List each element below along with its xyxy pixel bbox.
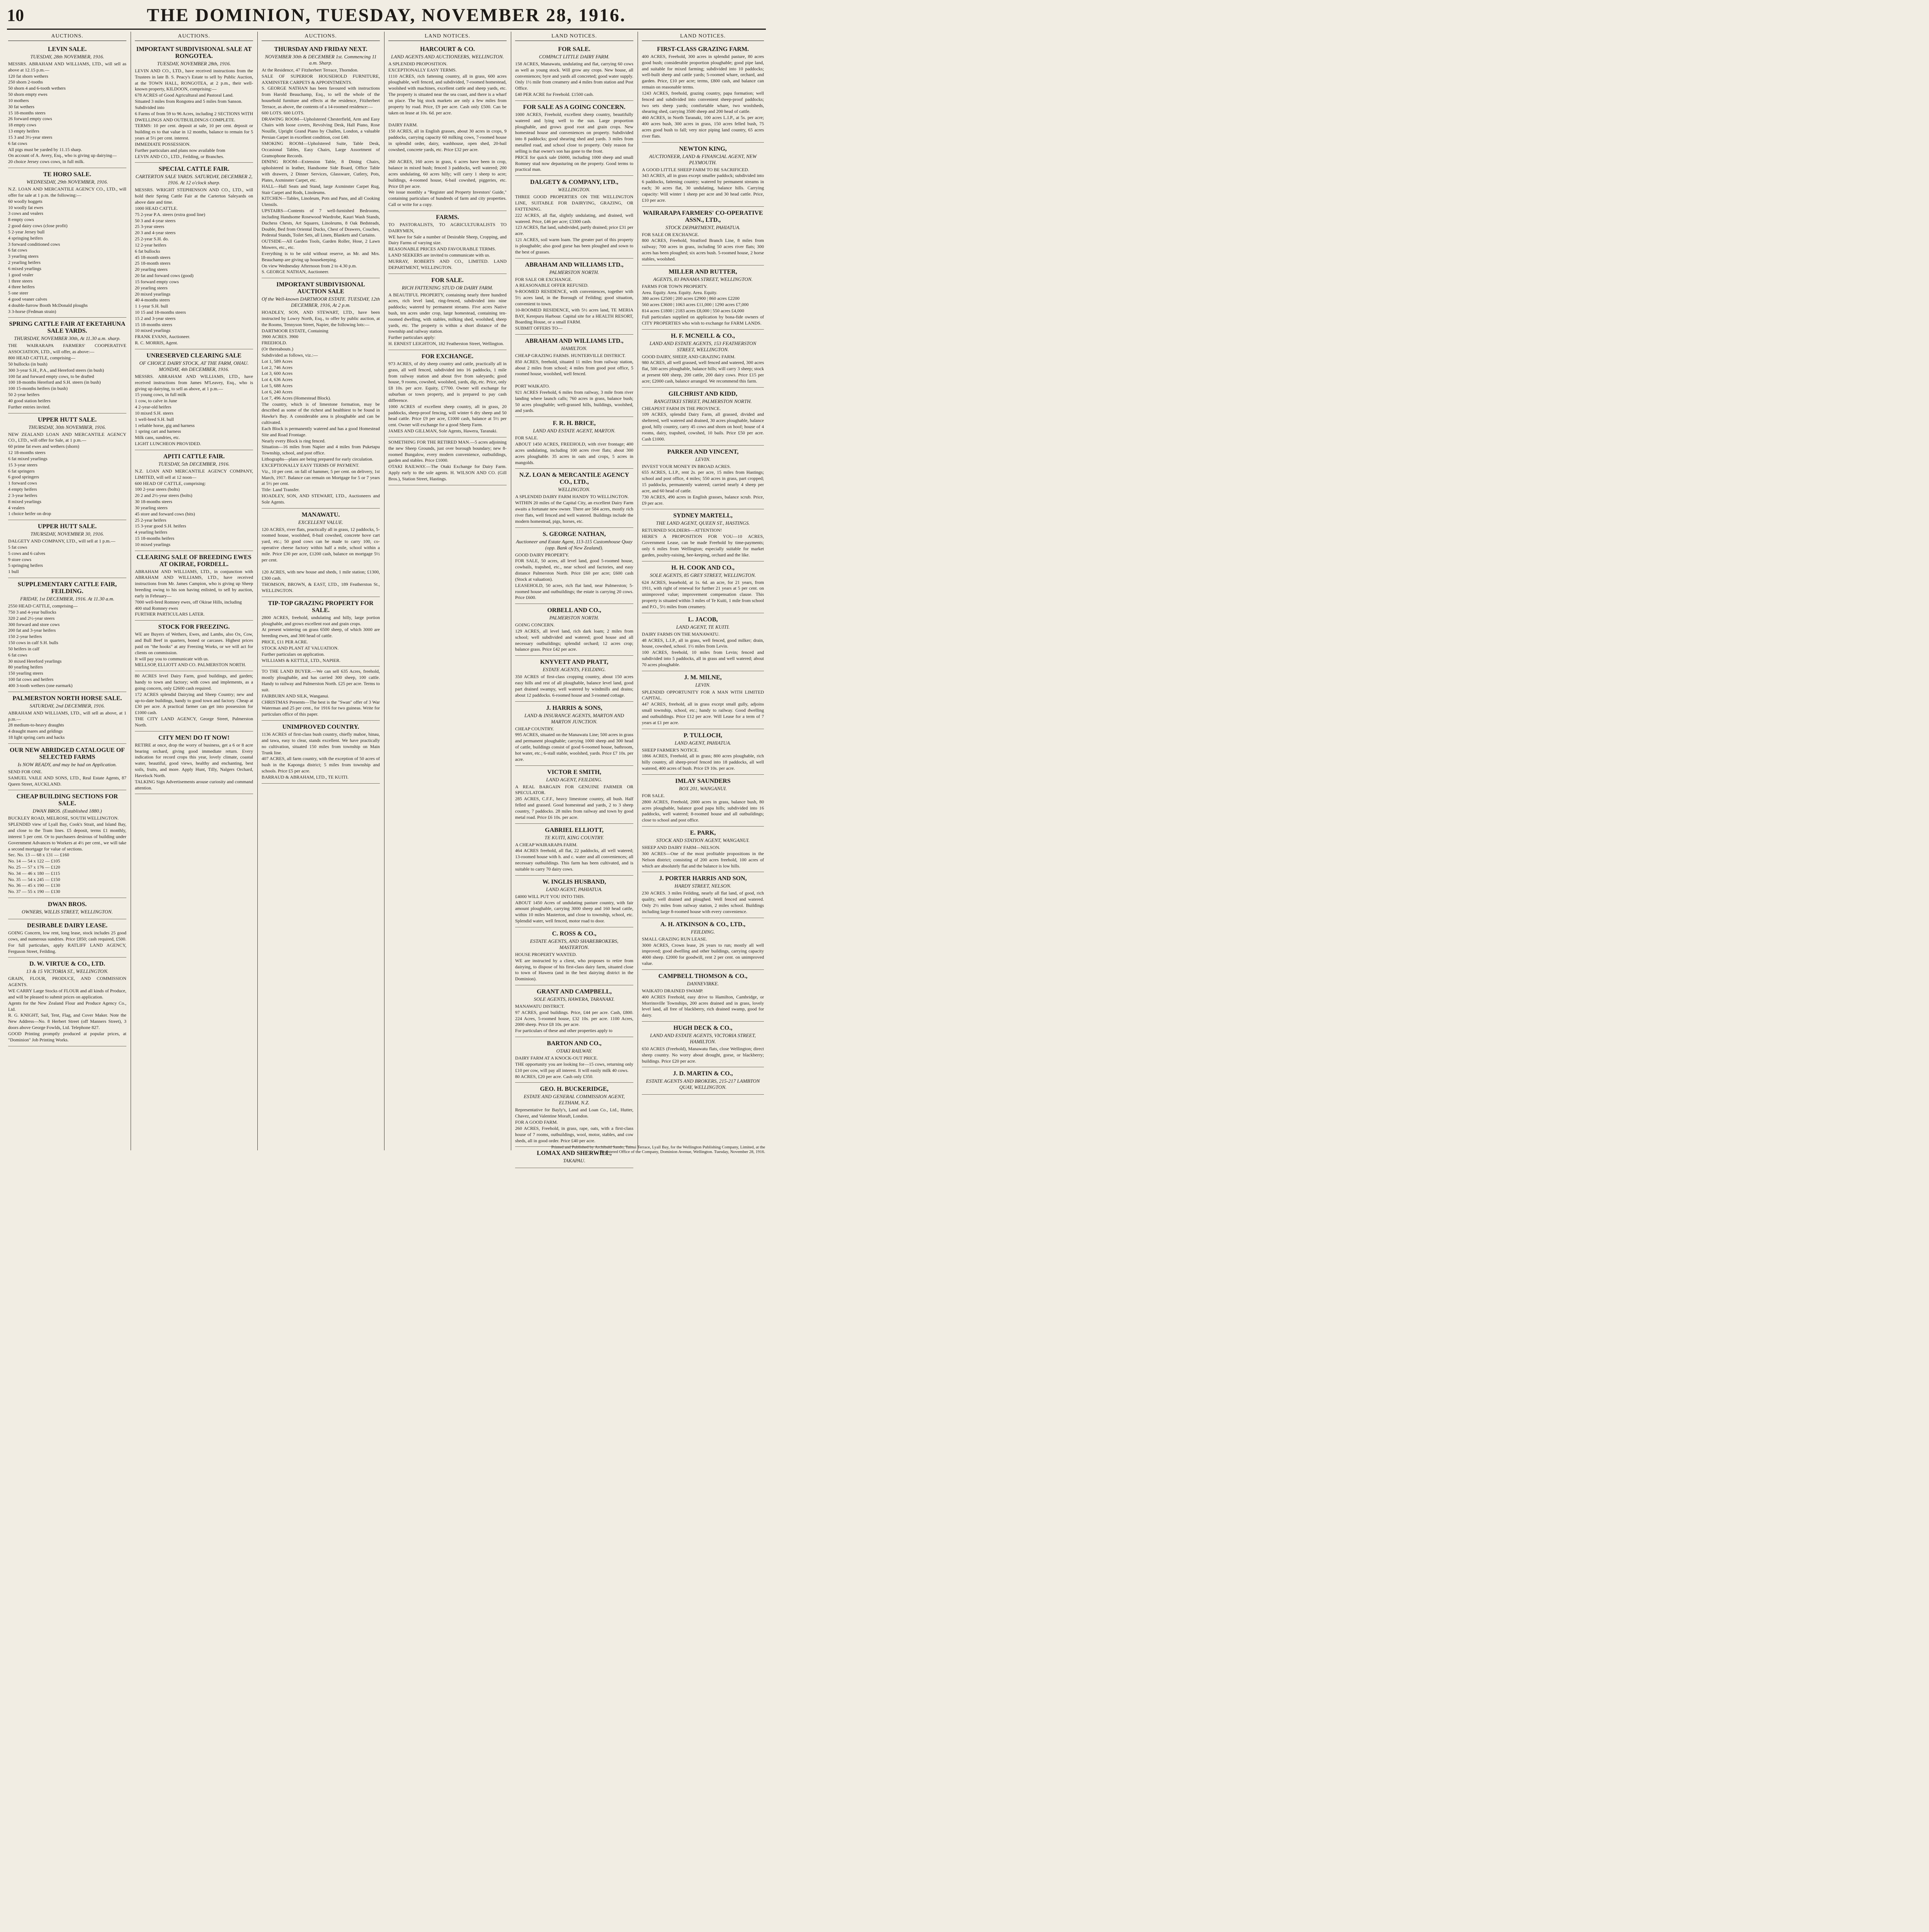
advertisement-heading: THURSDAY AND FRIDAY NEXT. [274,46,367,53]
advertisement-body: GOOD DAIRY, SHEEP, AND GRAZING FARM. 980 ACRES, all well grassed, well fenced and watered, 300 acres flat, 500 acres ploughable, balance hills; will carry 3 sheep; stock at present 600 sheep, 200 cattle, 200 dairy cows. Price £15 per acre; £2000 cash, balance arranged. We recommend this farm. [642,354,764,384]
advertisement-subheading: Auctioneer and Estate Agent, 113-115 Customhouse Quay (opp. Bank of New Zealand). [516,538,633,551]
advertisement-subheading: TAKAPAU. [563,1158,585,1164]
advertisement-heading: F. R. H. BRICE, [553,420,596,427]
advertisement [515,259,633,335]
advertisement-body: WAIKATO DRAINED SWAMP. 400 ACRES Freehold, easy drive to Hamilton, Cambridge, or Morrinsville Townships, 200 acres drained and in grass, lovely level land, all free of blackberry, rich drained swamp, good for dairy. [642,988,764,1018]
advertisement-heading: IMPORTANT SUBDIVISIONAL SALE AT RONGOTEA. [136,46,252,60]
advertisement-body: A CHEAP WAIRARAPA FARM. 464 ACRES freehold, all flat, 22 paddocks, all well watered; 13-roomed house with h. and c. water and all conveniences; all necessary outbuildings. This farm has been cultivated, and is suitable to carry 70 dairy cows. [515,842,633,872]
advertisement-body: HOUSE PROPERTY WANTED. WE are instructed by a client, who proposes to retire from dairying, to dispose of his first-class dairy farm, situated close to town of Hawera (and in the best dairying district in the Dominion). [515,951,633,982]
advertisement-heading: FARMS. [436,214,459,221]
advertisement-subheading: TUESDAY, 5th DECEMBER, 1916. [158,461,230,467]
advertisement-body: 1136 ACRES of first-class bush country, chiefly mahoe, hinau, and tawa, easy to clear, stands excellent. We have practically no cultivation, situated 150 miles from township on Main Trunk line. 407 ACRES, all farm country, with the exception of 50 acres of bush in the Kaponga district; 5 miles from township and schools. Price £5 per acre. BARRAUD & ABRAHAM, LTD., TE KUITI. [262,731,380,780]
advertisement-body: 120 ACRES, river flats, practically all in grass, 12 paddocks, 5-roomed house, woolshed, 8-bail cowshed, concrete hove cart yard, etc.; 50 good cows can be made to carry 100, co-operative cheese factory within half a mile, school within a mile. Price £30 per acre, £1200 cash, balance on mortgage 5½ per cent. 120 ACRES, with new house and sheds, 1 mile station; £1300, £300 cash. THOMSON, BROWN, & EAST, LTD., 189 Featherston St., WELLINGTON. [262,526,380,593]
advertisement-subheading: TUESDAY, 28th NOVEMBER, 1916. [30,54,104,60]
advertisement-body: £4000 WILL PUT YOU INTO THIS. ABOUT 1450 Acres of undulating pasture country, with fair amount ploughable, carrying 3000 sheep and 160 head cattle, within 10 miles Masterton, and close to township, school, etc. Splendid water, well fenced, motor road to door. [515,893,633,924]
advertisement-body: 400 ACRES, Freehold, 300 acres in splendid pasture, 80 acres good bush; considerable proportion ploughable; good pipe land, and suitable for mixed farming; subdivided into 10 paddocks; well-built sheep and cattle yards; 5-roomed whare, orchard, and garden. Price, £10 per acre; terms, £800 cash, and balance can remain on reasonable terms. 1243 ACRES, freehold, grazing country, papa formation; well fenced and subdivided into convenient sheep-proof paddocks; two sets sheep yards; comfortable whare, two woolsheds, shearing shed, carrying 3500 sheep and 200 head of cattle. 460 ACRES, in North Taranaki, 100 acres L.I.P., at 5s. per acre; 400 acres bush, 300 acres in grass, 150 acres felled bush, 75 acres good bush to fall; very nice piping land country, 65 acres river flats. [642,54,764,139]
advertisement [642,446,764,510]
advertisement-heading: H. H. COOK AND CO., [671,564,735,571]
advertisement-heading: UNRESERVED CLEARING SALE [146,352,242,359]
advertisement [642,827,764,872]
advertisement-subheading: STOCK DEPARTMENT, PAHIATUA. [665,224,740,230]
advertisement-subheading: LAND AND ESTATE AGENT, MARTON. [533,428,616,434]
advertisement [642,729,764,775]
advertisement-heading: N.Z. LOAN & MERCANTILE AGENCY CO., LTD., [519,472,629,486]
advertisement-heading: GEO. H. BUCKERIDGE, [540,1086,609,1093]
advertisement-subheading: PALMERSTON NORTH. [549,269,599,275]
advertisement-subheading: EXCELLENT VALUE. [298,519,344,525]
advertisement-body: TO THE LAND BUYER.—We can sell 635 Acres, freehold, mostly ploughable, and has carried 300 sheep, 100 cattle. Handy to railway and Palmerston North. £25 per acre. Terms to suit. FAIRBURN AND SILK, Wanganui. CHRISTMAS Presents—The best is the "Swan" offer of 3 War Waterman and 25 per cent., for 1916 for two guineas. Write for particulars office of this paper. [262,668,380,717]
advertisement [642,1022,764,1067]
advertisement-subheading: WELLINGTON. [558,486,590,493]
advertisement-subheading: DANNEVIRKE. [687,980,719,986]
advertisement-body: N.Z. LOAN AND MERCANTILE AGENCY COMPANY, LIMITED, will sell at 12 noon— 600 HEAD OF CATTLE, comprising: 100 2-year steers (bolts) 20 2 and 2½-year steers (bolts) 30 18-months steers 30 yearling steers 45 store and forward cows (bits) 25 2-year heifers 15 3-year good S.H. heifers 4 yearling heifers 15 18-months heifers 10 mixed yearlings [135,468,253,547]
column-heading: AUCTIONS. [8,32,126,41]
printer-imprint: Printed and Published by Archibald Sando, Tainui Terrace, Lyall Bay, for the Wellington Publishing Company, Limited, at the Registered Office of the Company, Dominion Avenue, Wellington. Tuesday, November 28, 1916. [551,1145,765,1154]
advertisement-heading: UPPER HUTT SALE. [37,416,97,423]
advertisement-subheading: STOCK AND STATION AGENT, WANGANUI. [656,837,750,844]
advertisement-heading: FOR SALE AS A GOING CONCERN. [523,104,626,111]
advertisement [515,927,633,985]
advertisement [515,876,633,927]
advertisement [8,413,126,520]
advertisement-heading: SUPPLEMENTARY CATTLE FAIR, FEILDING. [17,581,117,595]
advertisement-heading: FOR EXCHANGE. [421,353,474,360]
advertisement [8,318,126,413]
advertisement-subheading: FRIDAY, 1st DECEMBER, 1916. At 11.30 a.m. [20,596,114,602]
advertisement-subheading: OWNERS, WILLIS STREET, WELLINGTON. [22,909,113,915]
advertisement-heading: NEWTON KING, [679,145,727,152]
advertisement-body: 158 ACRES, Manawatu, undulating and flat, carrying 60 cows as well as young stock. Will grow any crops. New house, all conveniences; byre and yards all concreted; good water supply. Only 1½ mile from creamery and 4 miles from station and Post Office. £40 PER ACRE for Freehold. £1500 cash. [515,61,633,97]
advertisement [642,1067,764,1095]
column-5 [512,32,636,1164]
advertisement-heading: H. F. MCNEILL & CO., [671,332,735,339]
advertisement-heading: J. D. MARTIN & CO., [673,1070,733,1077]
advertisement-heading: GRANT AND CAMPBELL, [537,988,612,995]
advertisement-heading: GABRIEL ELLIOTT, [545,827,604,833]
advertisement-heading: VICTOR E SMITH, [547,769,601,776]
column-heading: LAND NOTICES. [515,32,633,41]
advertisement-body: 624 ACRES, leasehold, at 1s. 6d. an acre, for 21 years, from 1911, with right of renewal for further 21 years at 5 per cent. on unimproved value; improvement compensation clause. This property is situated within 3 miles of Te Kuiti, 1 mile from school and P.O., 5½ miles from creamery. [642,579,764,609]
masthead [7,3,766,27]
advertisement [642,143,764,207]
advertisement [642,970,764,1022]
advertisement-body: 1000 ACRES, Freehold, excellent sheep country, beautifully watered and lying well to the sun. Large proportion ploughable, and grows good root and grain crops. New homestead house and conveniences on property. Subdivided into 8 paddocks; good shearing shed and yards. 3 miles from metalled road, and school close to property. Only reason for selling is that owner's son has gone to the front. PRICE for quick sale £6000, including 1000 sheep and small Romney stud now depasturing on the property. Good terms to practical man. [515,111,633,172]
advertisement-body: MESSRS. WRIGHT STEPHENSON AND CO., LTD., will hold their Spring Cattle Fair at the Carterton Saleyards on above date and time. 1000 HEAD CATTLE. 75 2-year P.A. steers (extra good line) 50 3 and 4-year steers 25 3-year steers 20 3 and 4-year steers 25 2-year S.H. do. 12 2-year heifers 6 fat bullocks 45 18-month steers 25 18-month steers 20 yearling steers 20 fat and forward cows (good) 15 forward empty cows 20 yearling steers 20 mixed yearlings 40 4-months steers 1 1-year S.H. bull 10 15 and 18-months steers 15 2 and 3-year steers 15 18-months steers 10 mixed yearlings FRANK EVANS, Auctioneer. R. C. MORRIS, Agent. [135,187,253,346]
advertisement [515,702,633,766]
column-2 [132,32,256,1150]
advertisement-heading: MILLER AND RUTTER, [669,268,737,275]
advertisement-heading: D. W. VIRTUE & CO., LTD. [29,961,105,968]
advertisement-subheading: CARTERTON SALE YARDS. SATURDAY, DECEMBER 2, 1916. At 12 o'clock sharp. [135,173,253,186]
advertisement-subheading: FEILDING. [691,929,715,935]
advertisement-body: CHEAP GRAZING FARMS. HUNTERVILLE DISTRICT. 850 ACRES, freehold, situated 11 miles from railway station, about 2 miles from school; 4 miles from good post office, 5 roomed house, woolshed, well fenced. PORT WAIKATO. 921 ACRES Freehold, 6 miles from railway, 3 mile from river landing where launch calls; 760 acres in grass, balance bush; 50 acres ploughable; well-grassed hills, buildings, woolshed, and yards. [515,352,633,413]
advertisement [515,417,633,469]
advertisement-heading: UPPER HUTT SALE. [37,523,97,530]
advertisement-body: FOR SALE OR EXCHANGE. A REASONABLE OFFER REFUSED. 9-ROOMED RESIDENCE, with conveniences, together with 5½ acres land, in the Borough of Feilding; good situation, convenient to town. 10-ROOMED RESIDENCE, with 5½ acres land, TE MERIA BAY, Kerepuru Harbour. Capital site for a HEALTH RESORT, Boarding House, or a small FARM. SUBMIT OFFERS TO— [515,276,633,331]
advertisement [515,1083,633,1147]
advertisement-subheading: DWAN BROS. (Established 1880.) [32,808,102,814]
advertisement [515,528,633,604]
advertisement [8,43,126,168]
advertisement-heading: J. HARRIS & SONS, [546,704,602,711]
advertisement-subheading: THURSDAY, 30th NOVEMBER, 1916. [28,424,106,430]
advertisement [642,330,764,388]
advertisement-body: FOR SALE OR EXCHANGE. 800 ACRES, Freehold, Stratford Branch Line, 8 miles from railway; 700 acres in grass, including 50 acres river flats; 300 acres has been ploughed; six acres bush. 5-roomed house, 2 horse stables, woolshed. [642,231,764,262]
advertisement-heading: FOR SALE. [431,277,464,284]
advertisement [262,509,380,597]
advertisement-subheading: LAND & INSURANCE AGENTS, MARTON AND MARTON JUNCTION. [524,712,624,724]
advertisement-body: INVEST YOUR MONEY IN BROAD ACRES. 655 ACRES, L.I.P., rent 2s. per acre, 15 miles from Hastings; school and post office, 4 miles; 550 acres in grass, part cropped; 15 paddocks, permanently watered; carried nearly 4 sheep per acre, and 60 head of cattle. 730 ACRES, 490 acres in English grasses, balance scrub. Price, £9 per acre. [642,463,764,506]
advertisement-body: BUCKLEY ROAD, MELROSE, SOUTH WELLINGTON. SPLENDID view of Lyall Bay, Cook's Strait, and Island Bay, and close to the Tram lines. £5 deposit, terms £1 monthly, interest 5 per cent. Or to purchasers desirous of building under Government Advances to Workers at 4½ per cent., we will take a second mortgage for value of sections. Sec. No. 13 — 68 x 131 — £160 No. 14 — 54 x 122 — £105 No. 25 — 57 x 176 — £120 No. 34 — 46 x 180 — £115 No. 35 — 54 x 245 — £150 No. 36 — 45 x 190 — £130 No. 37 — 55 x 190 — £130 [8,815,126,895]
advertisement-body: CHEAP COUNTRY. 995 ACRES, situated on the Manawatu Line; 500 acres in grass and permanent ploughable; carrying 1000 sheep and 300 head of cattle, buildings consist of good 6-roomed house, bathroom, hot water, etc.; 6-stall stable, woolshed, yards. Price £7 10s. per acre. [515,726,633,762]
advertisement [135,163,253,349]
advertisement [388,274,507,350]
advertisement [135,621,253,671]
advertisement-body: 350 ACRES of first-class cropping country, about 150 acres easy hills and rest of all ploughable, balance level land, good part drained swampy, well watered by windmills and drains; about 12 paddocks. 6-roomed house and 3-roomed cottage. [515,674,633,698]
advertisement-body: 650 ACRES (Freehold), Manawatu flats, close Wellington; direct sheep country. No worry about drought, gorse, or blackberry; buildings. Price £20 per acre. [642,1046,764,1064]
advertisement-subheading: PALMERSTON NORTH. [549,615,599,621]
advertisement-body: ABRAHAM AND WILLIAMS, LTD., will sell as above, at 1 p.m.— 28 medium-to-heavy draughts 4 draught mares and geldings 18 light spring carts and hacks [8,710,126,740]
advertisement-heading: MANAWATU. [301,511,340,518]
advertisement-body: A GOOD LITTLE SHEEP FARM TO BE SACRIFICED. 343 ACRES, all in grass except smaller paddock; subdivided into 6 paddocks, fattening country; watered by permanent streams in each; 30 acres flat, 30 undulating, balance hills. Carrying capacity: Will winter 1 sheep per acre and 30 head cattle. Price, £10 per acre. [642,167,764,203]
advertisement-body: THREE GOOD PROPERTIES ON THE WELLINGTON LINE, SUITABLE FOR DAIRYING, GRAZING, OR FATTENING. 222 ACRES, all flat, slightly undulating, and drained, well watered. Price, £46 per acre; £3300 cash. 123 ACRES, flat land, subdivided, partly drained; price £31 per acre. 121 ACRES, soil warm loam. The greater part of this property is ploughable; also good gorse has been ploughed and sown to the best of grasses. [515,194,633,255]
newspaper-page [0,0,773,1164]
page-number: 10 [7,5,24,25]
advertisement-heading: CAMPBELL THOMSON & CO., [658,973,748,980]
advertisement [135,551,253,621]
advertisement-subheading: SOLE AGENTS, 85 GREY STREET, WELLINGTON. [650,572,756,578]
advertisement [388,211,507,274]
advertisement [515,1037,633,1083]
advertisement-heading: SYDNEY MARTELL, [673,512,733,519]
advertisement-heading: J. PORTER HARRIS AND SON, [659,875,747,882]
advertisement-body: FOR SALE. 2800 ACRES, Freehold, 2000 acres in grass, balance bush, 80 acres ploughable, balance good papa hills; subdivided into 16 paddocks, well watered; 8-roomed house and all outbuildings; close to school and post office. [642,793,764,823]
advertisement-subheading: THURSDAY, NOVEMBER 30th, At 11.30 a.m. sharp. [14,335,121,342]
column-6 [639,32,767,1150]
advertisement-body: DAIRY FARM AT A KNOCK-OUT PRICE. THE opportunity you are looking for—15 cows, returning only £10 per cow, will pay all interest. It will easily milk 40 cows. 80 ACRES, £20 per acre. Cash only £350. [515,1055,633,1079]
advertisement-body: DAIRY FARMS ON THE MANAWATU. 48 ACRES, L.I.P., all in grass, well fenced, good milker; drain, house, cowshed, school. 1½ miles from Levin. 100 ACRES, freehold, 10 miles from Levin; fenced and subdivided into 5 paddocks, all in grass and well watered; about 70 acres ploughable. [642,631,764,667]
advertisement [8,744,126,790]
column-heading: LAND NOTICES. [642,32,764,41]
advertisement-subheading: THE LAND AGENT, QUEEN ST., HASTINGS. [656,520,750,526]
advertisement [135,43,253,163]
advertisement-subheading: SATURDAY, 2nd DECEMBER, 1916. [29,702,105,709]
advertisement-body: N.Z. LOAN AND MERCANTILE AGENCY CO., LTD., will offer for sale at 1 p.m. the following:— 60 woolly hoggets 10 woolly fat ewes 3 cows and vealers 8 empty cows 2 good dairy cows (close profit) 5 2-year Jersey bull 4 springing heifers 3 forward conditioned cows 6 fat cows 3 yearling steers 2 yearling heifers 6 mixed yearlings 1 good vealer 1 three steers 4 three heifers 5 one steer 4 good veaner calves 4 double-furrow Booth McDonald ploughs 3 3-horse (Fedman strain) [8,186,126,314]
advertisement-heading: LEVIN SALE. [48,46,87,53]
advertisement [515,656,633,701]
advertisement-body: MESSRS. ABRAHAM AND WILLIAMS, LTD., will sell as above at 12.15 p.m.— 120 fat shorn wethers 250 shorn 2-tooths 50 shorn 4 and 6-tooth wethers 50 shorn empty ewes 10 mothers 30 fat wethers 15 18-months steers 26 forward empty cows 18 empty cows 13 empty heifers 15 3 and 3½-year steers 6 fat cows All pigs must be yarded by 11.15 sharp. On account of A. Avery, Esq., who is giving up dairying— 20 choice Jersey cows cows, in full milk. [8,61,126,165]
advertisement-heading: FIRST-CLASS GRAZING FARM. [657,46,749,53]
advertisement-heading: BARTON AND CO., [547,1040,602,1047]
advertisement-body: GOING CONCERN. 129 ACRES, all level land, rich dark loam; 2 miles from school; well subdivided and watered; good house and all necessary outbuildings; splendid orchard; 12 acres crop; balance grass. Price £42 per acre. [515,622,633,652]
advertisement [8,919,126,957]
advertisement-body: A BEAUTIFUL PROPERTY, containing nearly three hundred acres, rich level land, ring-fenced, subdivided into nine paddocks; watered by permanent streams. Five acres Native bush, ten acres under crop, large homestead, containing ten-roomed dwelling, with stables, milking shed, woolshed, sheep yards, etc. The property is within a short distance of the township and railway station. Further particulars apply: H. ERNEST LEIGHTON, 182 Featherston Street, Wellington. [388,292,507,347]
advertisement-heading: FOR SALE. [558,46,590,53]
advertisement-heading: DALGETY & COMPANY, LTD., [530,179,619,186]
advertisement-heading: LOMAX AND SHERWILL, [537,1150,612,1157]
advertisement [388,350,507,437]
advertisement [515,985,633,1037]
advertisement-body: SEND FOR ONE. SAMUEL VAILE AND SONS, LTD., Real Estate Agents, 87 Queen Street, AUCKLAND. [8,769,126,787]
advertisement [642,671,764,729]
advertisement [642,561,764,613]
advertisement [515,824,633,876]
advertisement-heading: GILCHRIST AND KIDD, [669,390,737,397]
advertisement-subheading: HAMILTON. [561,345,587,351]
advertisement-body: NEW ZEALAND LOAN AND MERCANTILE AGENCY CO., LTD., will offer for Sale, at 1 p.m.— 60 prime fat ewes and wethers (shorn) 12 18-months steers 6 fat mixed yearlings 15 3-year steers 6 fat springers 6 good springers 1 forward cows 4 empty heifers 2 3-year heifers 8 mixed yearlings 4 vealers 1 choice heifer on drop [8,431,126,517]
advertisement-heading: A. H. ATKINSON & CO., LTD., [660,921,746,928]
advertisement-heading: C. ROSS & CO., [552,930,597,937]
advertisement [515,335,633,417]
advertisement-heading: P. TULLOCH, [683,732,723,739]
advertisement-heading: KNYVETT AND PRATT, [540,659,609,666]
advertisement-body: FARMS FOR TOWN PROPERTY. Area. Equity. Area. Equity. Area. Equity. 380 acres £2500 | 200 acres £2900 | 860 acres £2200 560 acres £3600 | 1063 acres £11,000 | 1290 acres £7,000 814 acres £1800 | 2183 acres £8,000 | 550 acres £4,000 Full particulars supplied on application by bona-fide owners of CITY PROPERTIES who wish to exchange for FARM LANDS. [642,283,764,326]
advertisement-subheading: AUCTIONEER, LAND & FINANCIAL AGENT, NEW PLYMOUTH. [649,153,757,165]
advertisement [8,957,126,1046]
column-3 [259,32,383,1150]
advertisement [135,450,253,551]
column-heading: AUCTIONS. [135,32,253,41]
advertisement-heading: SPECIAL CATTLE FAIR. [158,166,230,173]
advertisement-body: CHEAPEST FARM IN THE PROVINCE. 109 ACRES, splendid Dairy Farm, all grassed, divided and sheltered, well watered and drained, 30 acres ploughable, balance good, hilly country, carry 45 cows and shorn on hoof; house of 4 rooms, dairy, trapshed, cowshed, 10 bails. Price £50 per acre. Cash £1000. [642,405,764,442]
advertisement-heading: DESIRABLE DAIRY LEASE. [27,922,108,929]
advertisement-heading: TE HORO SALE. [43,171,92,178]
advertisement [8,578,126,692]
advertisement-heading: ABRAHAM AND WILLIAMS LTD., [525,261,624,268]
advertisement [515,766,633,824]
advertisement [135,731,253,794]
advertisement-body: SPLENDID OPPORTUNITY FOR A MAN WITH LIMITED CAPITAL. 447 ACRES, freehold, all in grass except small gully, adjoins small township, school, etc.; handy to railway. Good dwelling and outbuildings. Price £12 per acre. Will Lease for a term of 7 years at £1 per acre. [642,689,764,725]
advertisement-heading: HUGH DECK & CO., [673,1024,733,1031]
advertisement [642,43,764,143]
advertisement-heading: E. PARK, [690,830,716,837]
advertisement [515,101,633,176]
advertisement-body: A SPLENDID DAIRY FARM HANDY TO WELLINGTON. WITHIN 20 miles of the Capital City, an excellent Dairy Farm awaits a fortunate new owner. There are 584 acres, mostly rich river flats, well fenced and well watered. Buildings include the modern homestead, pigs, horses, etc. [515,494,633,524]
advertisement-subheading: WEDNESDAY, 29th NOVEMBER, 1916. [26,179,108,185]
advertisement-subheading: HARDY STREET, NELSON. [674,883,731,889]
advertisement-body: 2800 ACRES, freehold, undulating and hilly, large portion ploughable, and grows excellent root and grain crops. At present wintering on grass 6500 sheep, of which 3000 are breeding ewes, and 300 head of cattle. PRICE, £11 PER ACRE. STOCK AND PLANT AT VALUATION. Further particulars on application. WILLIAMS & KETTLE, LTD., NAPIER. [262,614,380,663]
advertisement-subheading: ESTATE AGENTS AND BROKERS, 215-217 LAMBTON QUAY, WELLINGTON. [646,1078,760,1090]
advertisement-heading: CLEARING SALE OF BREEDING EWES AT OKIRAE, FORDELL. [136,554,252,568]
advertisement [642,918,764,970]
advertisement-subheading: NOVEMBER 30th & DECEMBER 1st. Commencing 11 a.m. Sharp. [265,54,377,66]
advertisement-body: A REAL BARGAIN FOR GENUINE FARMER OR SPECULATOR. 285 ACRES, C.F.F., heavy limestone country, all bush. Half felled and grassed. Good homestead and yards, 2 to 3 sheep country, 7 paddocks. 28 miles from railway and town by good metal road. Price £6 10s. per acre. [515,784,633,820]
advertisement-body: RETIRE at once, drop the worry of business, get a 6 or 8 acre bearing orchard, giving good immediate return. Every indication for record crops this year, lovely climate, coastal water, beautiful, good views, healthy and enchanting, best soils, fruits, and more. Apply Hunt, Tilly, Nalgers Orchard, Havelock North. TALKING Sign Advertisements arouse curiosity and command attention. [135,742,253,791]
advertisement-heading: HARCOURT & CO. [420,46,475,53]
advertisement-heading: CITY MEN! DO IT NOW! [158,734,230,741]
advertisement-subheading: ESTATE AND GENERAL COMMISSION AGENT, ELTHAM, N.Z. [524,1094,625,1106]
advertisement-subheading: Of the Well-known DARTMOOR ESTATE. TUESDAY, 12th DECEMBER, 1916, At 2 p.m. [262,296,380,308]
advertisement-body: MANAWATU DISTRICT. 97 ACRES, good buildings. Price, £44 per acre. Cash, £800. 224 Acres, 5-roomed house, £32 10s. per acre. 1100 Acres, 2000 sheep. Price £8 10s. per acre. For particulars of these and other properties apply to [515,1003,633,1034]
advertisement-body: RETURNED SOLDIERS—ATTENTION! HERE'S A PROPOSITION FOR YOU—10 ACRES, Government Lease, can be made Freehold by time-payments; only 6 miles from Wellington; especially suitable for market garden, poultry-raising, bee-keeping, orchard and the like. [642,527,764,558]
advertisement [8,898,126,919]
advertisement-heading: PALMERSTON NORTH HORSE SALE. [12,695,122,702]
advertisement-body: 2550 HEAD CATTLE, comprising— 750 3 and 4-year bullocks 320 2 and 2½-year steers 300 forward and store cows 200 fat and 3-year heifers 150 2-year heifers 150 cows in calf S.H. bulls 50 heifers in calf 6 fat cows 30 mixed Hereford yearlings 80 yearling heifers 150 yearling steers 100 fat cows and heifers 400 3-tooth wethers (one earmark) [8,603,78,688]
advertisement-subheading: ESTATE AGENTS, AND SHAREBROKERS, MASTERTON. [530,938,619,950]
advertisement [262,721,380,784]
advertisement-body: FOR SALE. ABOUT 1450 ACRES, FREEHOLD, with river frontage; 400 acres undulating, including 100 acres river flats; about 300 acres ploughable. 35 acres in oats and crops, 5 acres in mangolds. [515,435,633,465]
advertisement-subheading: LEVIN. [695,682,711,688]
advertisement-heading: CHEAP BUILDING SECTIONS FOR SALE. [16,793,118,807]
advertisement-heading: L. JACOB, [688,616,718,623]
advertisement-subheading: OF CHOICE DAIRY STOCK, AT THE FARM, OHAU. MONDAY, 4th DECEMBER, 1916. [139,360,249,372]
advertisement-body: ABRAHAM AND WILLIAMS, LTD., in conjunction with ABRAHAM AND WILLIAMS, LTD., have received instructions from Mr. James Campion, who is giving up Sheep breeding owing to his son having enlisted, to sell by auction, early in February— 7000 well-bred Romney ewes, off Okirae Hills, including 400 stud Romney ewes FURTHER PARTICULARS LATER. [135,568,253,617]
advertisement-body: 973 ACRES, of dry sheep country and cattle, practically all in grass, all well fenced, subdivided into 16 paddocks, 1 mile from railway station and about five from saleyards; good house, 9 rooms, cowshed, woolshed, yards, dip, etc. Price, only £8 10s. per acre. Equity, £7700. Owner will exchange for suburban or town property, and is prepared to pay cash difference. 1000 ACRES of excellent sheep country, all in grass, 20 paddocks, sheep-proof fencing, will winter 6 dry sheep and 50 head cattle. Price £9 per acre, £1000 cash, balance at 5½ per cent. Owner will exchange for a good Sheep Farm. JAMES AND GILLMAN, Sole Agents, Hawera, Taranaki. [388,361,507,434]
advertisement-heading: UNIMPROVED COUNTRY. [282,724,359,731]
advertisement-subheading: SOLE AGENTS, HAWERA, TARANAKI. [534,996,615,1002]
advertisement-heading: IMPORTANT SUBDIVISIONAL AUCTION SALE [276,281,365,295]
advertisement-subheading: LAND AGENT, FEILDING. [546,776,602,782]
advertisement-body: GRAIN, FLOUR, PRODUCE, AND COMMISSION AGENTS. WE CARRY Large Stocks of FLOUR and all kinds of Produce, and will be pleased to submit prices on application. Agents for the New Zealand Flour and Produce Agency Co., Ltd. R. G. KNIGHT, Sail, Tent, Flag, and Cover Maker. Note the New Address—No. 8 Herbert Street (off Manners Street), 3 doors above George Fowlds, Ltd. Telephone 827. GOOD Printing promptly produced at popular prices, at "Dominion" Job Printing Works. [8,976,126,1043]
newspaper-title: THE DOMINION, TUESDAY, NOVEMBER 28, 1916. [146,5,626,26]
advertisement [8,692,126,744]
advertisement-body: SHEEP FARMER'S NOTICE. 1866 ACRES, Freehold, all in grass; 800 acres ploughable, rich hilly country, all sheep-proof fenced into 18 paddocks, all well watered, 400 acres of bush. Price £9 10s. per acre. [642,747,764,771]
advertisement-body: HOADLEY, SON, AND STEWART, LTD., have been instructed by Lowry North, Esq., to offer by public auction, at the Rooms, Tennyson Street, Napier, the following lots:— DARTMOOR ESTATE, Containing 3900 ACRES. 3900 FREEHOLD. (Or thereabouts.) Subdivided as follows, viz.:— Lot 1, 589 Acres Lot 2, 746 Acres Lot 3, 600 Acres Lot 4, 636 Acres Lot 5, 688 Acres Lot 6, 240 Acres Lot 7, 496 Acres (Homestead Block). The country, which is of limestone formation, may be described as some of the richest and healthiest to be found in Hawke's Bay. A considerable area is ploughable and can be cultivated. Each Block is permanently watered and has a good Homestead Site and Road Frontage. Nearly every Block is ring fenced. Situation—16 miles from Napier and 4 miles from Puketapu Township, school, and post office. Lithographs—plans are being prepared for early circulation. EXCEPTIONALLY EASY TERMS OF PAYMENT. Viz., 10 per cent. on fall of hammer, 5 per cent. on delivery, 1st March, 1917. Balance can remain on Mortgage for 5 or 7 years at 5½ per cent. Title: Land Transfer. HOADLEY, SON, AND STEWART, LTD., Auctioneers and Sole Agents. [262,310,380,505]
advertisement-subheading: RICH FATTENING STUD OR DAIRY FARM. [401,284,493,291]
advertisement-heading: APITI CATTLE FAIR. [163,453,225,460]
advertisement [135,349,253,450]
advertisement-body: GOING Concern, low rent, long lease, stock includes 25 good cows, and numerous sundries. Price £850; cash required, £500. For full particulars, apply RATLIFF LAND AGENCY, Ferguson Street, Feilding. [8,930,126,954]
column-4 [386,32,509,1150]
advertisement-subheading: ESTATE AGENTS, FEILDING. [543,667,606,673]
advertisement-body: A SPLENDID PROPOSITION. EXCEPTIONALLY EASY TERMS. 1110 ACRES, rich fattening country, all in grass, 600 acres ploughable, well fenced, and subdivided, 7-roomed homestead, woolshed with machines, excellent cattle and sheep yards, etc. The property is situated near the sea coast, and there is a wharf on place. The big stock markets are only a few miles from property by road. Price, £9 per acre. Cash only £500. Can be taken on lease at 10s. 6d. per acre. DAIRY FARM. 150 ACRES, all in English grasses, about 30 acres in crops, 9 paddocks, carrying capacity 60 milking cows, 7-roomed house in splendid order, dairy, washhouse, open shed, 20-bail cowshed, concrete yards, etc. Price £32 per acre. 260 ACRES, 160 acres in grass, 6 acres have been in crop, balance in mixed bush; fenced 3 paddocks, well watered; 200 acres undulating, 60 acres hilly; will carry 1 sheep to acre; buildings, 4-roomed house, 6-bail cowshed, piggeries, etc. Price £8 per acre. We issue monthly a "Register and Property Investors' Guide," containing particulars of hundreds of farm and city properties. Call or write for a copy. [388,61,507,207]
advertisement [262,597,380,667]
advertisement-subheading: LEVIN. [695,456,711,462]
advertisement-heading: STOCK FOR FREEZING. [158,624,230,631]
advertisement-heading: WAIRARAPA FARMERS' CO-OPERATIVE ASSN., LTD., [643,209,763,223]
advertisement-subheading: AGENTS, 83 PANAMA STREET, WELLINGTON. [653,276,753,282]
advertisement [8,168,126,318]
advertisement-subheading: LAND AGENT, PAHIATUA. [674,740,731,746]
advertisement [8,790,126,898]
advertisement [642,388,764,446]
advertisement-body: THE WAIRARAPA FARMERS' COOPERATIVE ASSOCIATION, LTD., will offer, as above:— 800 HEAD CATTLE, comprising— 50 bullocks (in bush) 300 3-year S.H., P.A., and Hereford steers (in bush) 100 fat and forward empty cows, to be drafted 100 18-months Hereford and S.H. steers (in bush) 100 15-months heifers (in bush) 50 2-year heifers 40 good station heifers Further entries invited. [8,343,126,410]
advertisement-subheading: LAND AGENT, PAHIATUA. [546,886,603,892]
advertisement-subheading: LAND AGENT, TE KUITI. [676,624,730,630]
advertisement [515,43,633,101]
advertisement [515,604,633,656]
advertisement-heading: W. INGLIS HUSBAND, [542,878,606,885]
masthead-rule [7,29,766,30]
advertisement [135,671,253,731]
advertisement-body: SHEEP AND DAIRY FARM—NELSON. 300 ACRES—One of the most profitable propositions in the Nelson district; consisting of 200 acres freehold, 100 acres of which are absolutely flat and the balance is low hills. [642,845,764,869]
advertisement-subheading: THURSDAY, NOVEMBER 30, 1916. [30,531,104,537]
advertisement-heading: ABRAHAM AND WILLIAMS LTD., [525,337,624,344]
advertisement [388,437,507,485]
advertisement-body: At the Residence, 47 Fitzherbert Terrace, Thorndon. SALE OF SUPERIOR HOUSEHOLD FURNITURE, AXMINSTER CARPETS & APPOINTMENTS. S. GEORGE NATHAN has been favoured with instructions from Harold Beauchamp, Esq., to sell the whole of the household furniture and effects at the residence, Fitzherbert Terrace, as above, the contents of a 14-roomed residence:— 600 LOTS. 600 LOTS. DRAWING ROOM—Upholstered Chesterfield, Arm and Easy Chairs with loose covers, Revolving Desk, Hall Piano, Rose Nouille, Upright Grand Piano by Challen, London, a valuable Persian Carpet in excellent condition, cost £40. SMOKING ROOM—Upholstered Suite, Table Desk, Occasional Tables, Easy Chairs, Large Assortment of Gramophone Records. DINING ROOM—Extension Table, 8 Dining Chairs, upholstered in leather, Handsome Side Board, Office Table with drawers, 2 Dinner Services, Glassware, Cutlery, Pots, Plates, Axminster Carpet, etc. HALL—Hall Seats and Stand, large Axminster Carpet Rug, Stair Carpet and Rods, Linoleums. KITCHEN—Tables, Linoleum, Pots and Pans, and all Cooking Utensils. UPSTAIRS—Contents of 7 well-furnished Bedrooms, including Handsome Rosewood Wardrobe, Kauri Wash Stands, Duchess Chests, Art Squares, Linoleums, 8 Oak Bedsteads, Double, Bed from Oriental Ducks, Chest of Drawers, Couches, Pedestal Stands, Toilet Sets, all Linen, Blankets and Curtains. OUTSIDE—All Garden Tools, Garden Roller, Hose, 2 Lawn Mowers, etc., etc. Everything is to be sold without reserve, as Mr. and Mrs. Beauchamp are giving up housekeeping. On view Wednesday Afternoon from 2 to 4.30 p.m. S. GEORGE NATHAN, Auctioneer. [262,67,380,275]
advertisement [642,207,764,265]
advertisement-body: TO PASTORALISTS, TO AGRICULTURALISTS TO DAIRYMEN, WE have for Sale a number of Desirable Sheep, Cropping, and Dairy Farms of varying size. REASONABLE PRICES AND FAVOURABLE TERMS. LAND SEEKERS are invited to communicate with us. MURRAY, ROBERTS AND CO., LIMITED. LAND DEPARTMENT, WELLINGTON. [388,221,507,270]
advertisement-subheading: 13 & 15 VICTORIA ST., WELLINGTON. [26,968,109,975]
advertisement-body: MESSRS. ABRAHAM AND WILLIAMS, LTD., have received instructions from James M'Leavey, Esq., who is giving up dairying, to sell as above, at 1 p.m.— 15 young cows, in full milk 1 cow, to calve in June 4 2-year-old heifers 10 mixed S.H. steers 1 well-bred S.H. bull 1 reliable horse, gig and harness 1 spring cart and harness Milk cans, sundries, etc. LIGHT LUNCHEON PROVIDED. [135,373,253,447]
advertisement-heading: SPRING CATTLE FAIR AT EKETAHUNA SALE YARDS. [9,321,126,335]
advertisement-subheading: LAND AND ESTATE AGENTS, VICTORIA STREET, HAMILTON. [650,1032,756,1044]
advertisement [262,667,380,721]
advertisement-body: SOMETHING FOR THE RETIRED MAN.—5 acres adjoining the new Sheep Grounds, just over borough boundary; new 8-roomed Bungalow, every modern convenience, outbuildings, garden and stables. Price £1000. OTAKI RAILWAY.—The Otaki Exchange for Dairy Farm. Apply early to the sole agents. H. WILSON AND CO. (Gill Bros.), Station Street, Hastings. [388,439,507,481]
advertisement-heading: IMLAY SAUNDERS [675,777,731,784]
advertisement-subheading: WELLINGTON. [558,187,590,193]
advertisement-body: GOOD DAIRY PROPERTY. FOR SALE, 50 acres, all level land, good 5-roomed house, cowbails, trapshed, etc., near school and factories, and easy distance Palmerston North. Price £60 per acre; £600 cash (Stock at valuation). LEASEHOLD, 50 acres, rich flat land, near Palmerston; 5-roomed house and outbuildings; the estate is carrying 20 cows. Price £600. [515,552,633,600]
advertisement-body: 80 ACRES level Dairy Farm, good buildings, and garden; handy to town and factory; with cows and implements, as a going concern, only £2600 cash required. 172 ACRES splendid Dairying and Sheep Country; new and up-to-date buildings, handy to good town and factory. Cheap at £30 per acre. A practical farmer can get into possession for £1000 cash. THE CITY LAND AGENCY, George Street, Palmerston North. [135,673,253,728]
advertisement-subheading: RANGITIKEI STREET, PALMERSTON NORTH. [654,398,752,404]
advertisement-body: LEVIN AND CO., LTD., have received instructions from the Trustees in late B. S. Peacy's Estate to sell by Public Auction, at the TOWN HALL, RONGOTEA, at 2 p.m., their well-known property, KILDOON, comprising:— 678 ACRES of Good Agricultural and Pastoral Land. Situated 3 miles from Rongotea and 5 miles from Sanson. Subdivided into 6 Farms of from 59 to 96 Acres, including 2 SECTIONS WITH DWELLINGS AND OUTBUILDINGS COMPLETE. TERMS: 10 per cent. deposit at sale, 10 per cent. deposit or building es to that value in 12 months, balance to remain for 5 years at 5½ per cent. interest. IMMEDIATE POSSESSION. Further particulars and plans now available from LEVIN AND CO., LTD., Feilding, or Branches. [135,68,253,159]
advertisement [262,278,380,509]
advertisement [642,872,764,918]
advertisement-heading: PARKER AND VINCENT, [667,448,739,455]
advertisement [642,509,764,561]
advertisement-subheading: TE KUITI, KING COUNTRY. [544,834,604,840]
advertisement [642,775,764,827]
advertisement-heading: ORBELL AND CO., [547,607,601,614]
advertisement-heading: DWAN BROS. [48,901,87,908]
column-1 [5,32,129,1150]
advertisement [388,43,507,211]
advertisement-heading: TIP-TOP GRAZING PROPERTY FOR SALE. [268,600,374,614]
advertisement-subheading: LAND AND ESTATE AGENTS, 153 FEATHERSTON STREET, WELLINGTON. [649,340,757,352]
column-heading: AUCTIONS. [262,32,380,41]
advertisement [642,613,764,671]
advertisement-heading: S. GEORGE NATHAN, [543,531,606,537]
advertisement-subheading: LAND AGENTS AND AUCTIONEERS, WELLINGTON. [391,54,504,60]
advertisement-heading: OUR NEW ABRIDGED CATALOGUE OF SELECTED FARMS [10,747,125,760]
advertisement [262,43,380,278]
advertisement-body: DALGETY AND COMPANY, LTD., will sell at 1 p.m.— 5 fat cows 5 cows and 6 calves 9 store cows 5 springing heifers 1 bull [8,538,116,575]
advertisement-subheading: Is NOW READY, and may be had on Application. [17,761,117,767]
column-heading: LAND NOTICES. [388,32,507,41]
advertisement-subheading: OTAKI RAILWAY. [556,1048,592,1054]
advertisement-subheading: COMPACT LITTLE DAIRY FARM. [539,54,610,60]
advertisement [515,176,633,258]
column-divider [257,32,258,1150]
advertisement-subheading: BOX 201, WANGANUI. [679,785,727,791]
advertisement-body: SMALL GRAZING RUN LEASE. 3000 ACRES, Crown lease, 26 years to run; mostly all well improved; good dwelling and other buildings, carrying capacity 4000 sheep. £2000 for goodwill, rent 2 per cent. on unimproved value. [642,936,764,966]
advertisement-subheading: TUESDAY, NOVEMBER 28th, 1916. [157,61,231,66]
advertisement-body: 230 ACRES. 3 miles Feilding, nearly all flat land, of good, rich quality, well drained and ploughed. Well fenced and watered. Only 2½ miles from railway station, 2 miles school. Buildings including large 8-roomed house with every convenience. [642,890,764,914]
advertisement [8,520,126,578]
advertisement-body: Representative for Bayly's, Land and Loan Co., Ltd., Hutter, Chavez, and Valentine Moraft, London. FOR A GOOD FARM. 260 ACRES, Freehold, in grass, rape, oats, with a first-class house of 7 rooms, outbuildings, wool, motor, stables, and cow sheds, all in good order. Price £40 per acre. [515,1107,633,1143]
advertisement [515,469,633,527]
advertisement-body: WE are Buyers of Wethers, Ewes, and Lambs, also Ox, Cow, and Bull Beef in quarters, boned or carcases. Highest prices paid on "the hooks" at any Freezing Works, or we will act for clients on commission. It will pay you to communicate with us. MELLSOP, ELLIOTT AND CO. PALMERSTON NORTH. [135,631,253,668]
advertisement-heading: J. M. MILNE, [684,674,722,681]
advertisement [642,265,764,330]
